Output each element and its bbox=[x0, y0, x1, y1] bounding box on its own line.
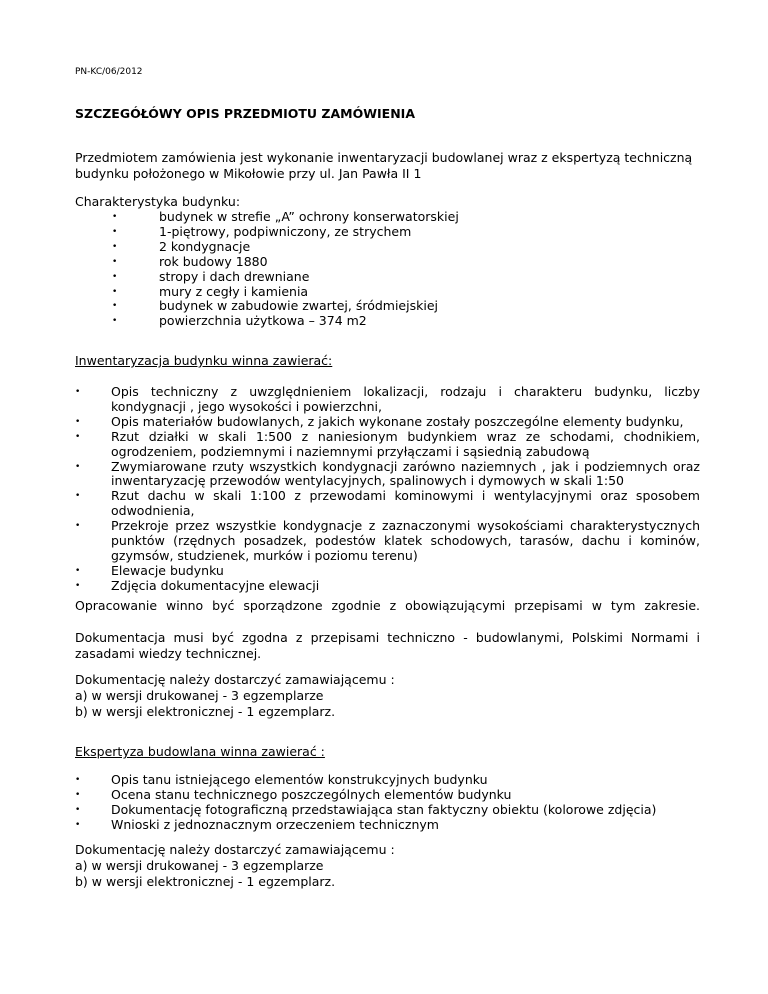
bullet-icon: • bbox=[112, 271, 118, 282]
delivery-electronic-line: b) w wersji elektronicznej - 1 egzemplarz. bbox=[75, 704, 336, 719]
delivery-heading: Dokumentację należy dostarczyć zamawiającemu : bbox=[75, 672, 395, 687]
list-item bbox=[75, 285, 459, 300]
list-item-text: 1-piętrowy, podpiwniczony, ze strychem bbox=[159, 223, 412, 239]
delivery-printed-line: a) w wersji drukowanej - 3 egzemplarze bbox=[75, 688, 324, 703]
expertise-list bbox=[75, 773, 700, 833]
list-item-text: Wnioski z jednoznacznym orzeczeniem technicznym bbox=[111, 816, 439, 832]
bullet-icon: • bbox=[75, 804, 81, 815]
bullet-icon: • bbox=[75, 416, 81, 427]
bullet-icon: • bbox=[75, 580, 81, 591]
list-item bbox=[75, 788, 700, 803]
bullet-icon: • bbox=[75, 521, 81, 532]
bullet-icon: • bbox=[112, 316, 118, 327]
list-item bbox=[75, 803, 700, 818]
bullet-icon: • bbox=[75, 491, 81, 502]
bullet-icon: • bbox=[75, 387, 81, 397]
bullet-icon: • bbox=[75, 775, 81, 785]
bullet-icon: • bbox=[75, 789, 81, 800]
characteristics-list bbox=[75, 210, 459, 329]
list-item bbox=[75, 773, 700, 788]
list-item-text: 2 kondygnacje bbox=[159, 238, 251, 254]
bullet-icon: • bbox=[75, 565, 81, 576]
list-item bbox=[75, 255, 459, 270]
intro-paragraph: Przedmiotem zamówienia jest wykonanie inwentaryzacji budowlanej wraz z ekspertyzą techniczną budynku położonego w Mikołowie przy ul. Jan Pawła II 1 bbox=[75, 150, 693, 181]
bullet-icon: • bbox=[112, 226, 118, 237]
list-item-text: Przekroje przez wszystkie kondygnacje z zaznaczonymi wysokościami charakterystycznych punktów (rzędnych posadzek, podestów klatek schodowych, tarasów, dachu i kominów, gzymsów, studzienek, murków i poziomu terenu) bbox=[111, 518, 700, 563]
list-item bbox=[75, 489, 700, 519]
document-page bbox=[75, 0, 700, 994]
list-item-text: rok budowy 1880 bbox=[159, 253, 268, 269]
delivery-electronic-line-2: b) w wersji elektronicznej - 1 egzemplarz. bbox=[75, 874, 336, 889]
delivery-heading-2: Dokumentację należy dostarczyć zamawiającemu : bbox=[75, 842, 395, 857]
list-item bbox=[75, 564, 700, 579]
characteristics-heading: Charakterystyka budynku: bbox=[75, 194, 241, 209]
list-item-text: Elewacje budynku bbox=[111, 562, 224, 578]
list-item-text: Ocena stanu technicznego poszczególnych elementów budynku bbox=[111, 786, 512, 802]
list-item bbox=[75, 314, 459, 329]
list-item-text: Rzut dachu w skali 1:100 z przewodami kominowymi i wentylacyjnymi oraz sposobem odwodnienia, bbox=[111, 488, 700, 519]
list-item bbox=[75, 270, 459, 285]
compliance-paragraph: Dokumentacja musi być zgodna z przepisami techniczno - budowlanymi, Polskimi Normami i zasadami wiedzy technicznej. bbox=[75, 630, 700, 661]
list-item bbox=[75, 818, 700, 833]
bullet-icon: • bbox=[75, 819, 81, 830]
bullet-icon: • bbox=[112, 241, 118, 252]
delivery-printed-line-2: a) w wersji drukowanej - 3 egzemplarze bbox=[75, 858, 324, 873]
list-item-text: Rzut działki w skali 1:500 z naniesionym budynkiem wraz ze schodami, chodnikiem, ogrodzeniem, podziemnymi i naziemnymi przyłączami i sąsiednią zabudową bbox=[111, 428, 700, 459]
list-item-text: Dokumentację fotograficzną przedstawiająca stan faktyczny obiektu (kolorowe zdjęcia) bbox=[111, 801, 657, 817]
bullet-icon: • bbox=[75, 431, 81, 442]
list-item-text: budynek w strefie „A” ochrony konserwatorskiej bbox=[159, 209, 459, 224]
list-item-text: powierzchnia użytkowa – 374 m2 bbox=[159, 313, 367, 329]
list-item bbox=[75, 519, 700, 564]
document-title: SZCZEGÓŁÓWY OPIS PRZEDMIOTU ZAMÓWIENIA bbox=[75, 106, 415, 121]
list-item bbox=[75, 415, 700, 430]
expertise-heading: Ekspertyza budowlana winna zawierać : bbox=[75, 744, 325, 759]
list-item bbox=[75, 579, 700, 594]
list-item bbox=[75, 210, 459, 225]
inventory-heading: Inwentaryzacja budynku winna zawierać: bbox=[75, 353, 333, 368]
list-item bbox=[75, 240, 459, 255]
list-item bbox=[75, 460, 700, 490]
bullet-icon: • bbox=[112, 286, 118, 297]
bullet-icon: • bbox=[112, 301, 118, 312]
list-item-text: Opis tanu istniejącego elementów konstrukcyjnych budynku bbox=[111, 772, 488, 787]
list-item-text: budynek w zabudowie zwartej, śródmiejskiej bbox=[159, 298, 438, 314]
bullet-icon: • bbox=[112, 212, 118, 222]
list-item-text: Zwymiarowane rzuty wszystkich kondygnacji zarówno naziemnych , jak i podziemnych oraz inwentaryzację przewodów wentylacyjnych, spalinowych i dymowych w skali 1:50 bbox=[111, 458, 700, 489]
list-item-text: Opis materiałów budowlanych, z jakich wykonane zostały poszczególne elementy budynku, bbox=[111, 413, 684, 429]
list-item bbox=[75, 299, 459, 314]
document-reference-number: PN-KC/06/2012 bbox=[75, 67, 143, 77]
list-item-text: Zdjęcia dokumentacyjne elewacji bbox=[111, 577, 320, 593]
list-item bbox=[75, 385, 700, 415]
inventory-list bbox=[75, 385, 700, 594]
bullet-icon: • bbox=[75, 461, 81, 472]
preparation-paragraph: Opracowanie winno być sporządzone zgodnie z obowiązującymi przepisami w tym zakresie. bbox=[75, 598, 700, 613]
list-item-text: Opis techniczny z uwzględnieniem lokalizacji, rodzaju i charakteru budynku, liczby kondygnacji , jego wysokości i powierzchni, bbox=[111, 384, 700, 414]
list-item-text: mury z cegły i kamienia bbox=[159, 283, 309, 299]
list-item-text: stropy i dach drewniane bbox=[159, 268, 310, 284]
list-item bbox=[75, 225, 459, 240]
bullet-icon: • bbox=[112, 256, 118, 267]
list-item bbox=[75, 430, 700, 460]
